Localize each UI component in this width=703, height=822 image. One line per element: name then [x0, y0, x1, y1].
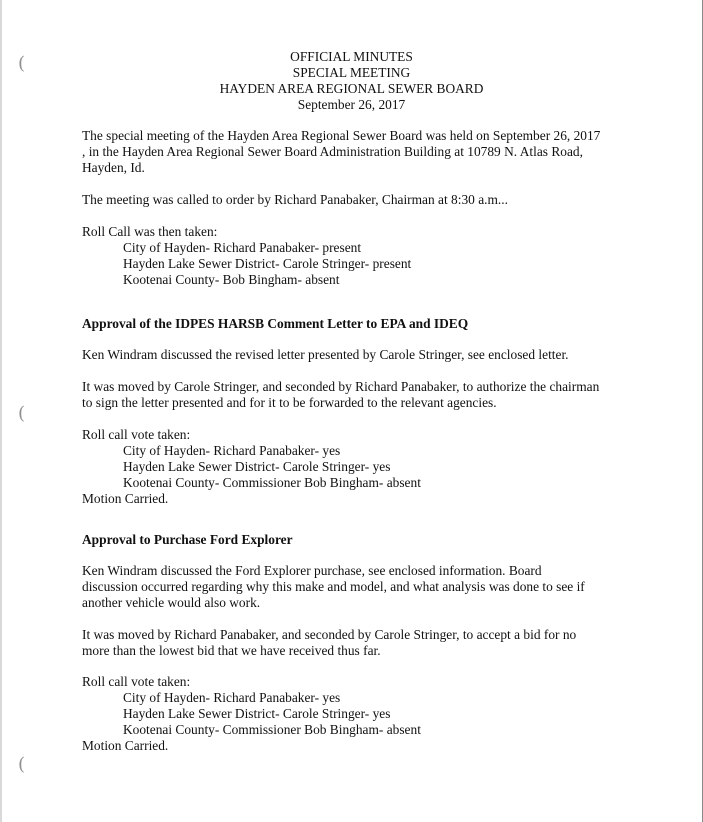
vote-entry: Kootenai County- Commissioner Bob Bingham- absent [123, 475, 421, 490]
header-title: OFFICIAL MINUTES [290, 49, 413, 64]
roll-call-entry: City of Hayden- Richard Panabaker- present [123, 240, 362, 255]
vote-label: Roll call vote taken: [82, 427, 191, 442]
roll-call-block [82, 224, 627, 288]
document-header [0, 49, 703, 113]
discussion-line: another vehicle would also work. [82, 595, 261, 610]
motion-line: It was moved by Carole Stringer, and seconded by Richard Panabaker, to authorize the chairman [82, 379, 600, 394]
vote-entry: Kootenai County- Commissioner Bob Bingham- absent [123, 722, 421, 737]
section1-heading-block [82, 316, 627, 332]
margin-mark: ( [18, 754, 26, 775]
discussion-text: Ken Windram discussed the revised letter presented by Carole Stringer, see enclosed letter. [82, 347, 569, 362]
page-left-edge [0, 0, 2, 822]
section1-discussion [82, 347, 627, 363]
motion-result: Motion Carried. [82, 491, 169, 506]
roll-call-entry: Kootenai County- Bob Bingham- absent [123, 272, 340, 287]
section-heading: Approval to Purchase Ford Explorer [82, 532, 293, 547]
motion-result: Motion Carried. [82, 738, 169, 753]
vote-entry: Hayden Lake Sewer District- Carole Stringer- yes [123, 706, 391, 721]
section2-discussion [82, 563, 627, 611]
intro-paragraph [82, 128, 627, 176]
vote-entry: City of Hayden- Richard Panabaker- yes [123, 690, 341, 705]
call-to-order-paragraph [82, 192, 627, 208]
section1-vote-block [82, 427, 627, 507]
roll-call-entry: Hayden Lake Sewer District- Carole Stringer- present [123, 256, 412, 271]
margin-mark: ( [18, 53, 26, 74]
vote-entry: Hayden Lake Sewer District- Carole Stringer- yes [123, 459, 391, 474]
section1-motion [82, 379, 627, 411]
header-meeting-type: SPECIAL MEETING [292, 65, 411, 80]
call-to-order-text: The meeting was called to order by Richard Panabaker, Chairman at 8:30 a.m... [82, 192, 508, 207]
margin-mark: ( [18, 403, 26, 424]
motion-line: to sign the letter presented and for it to be forwarded to the relevant agencies. [82, 395, 497, 410]
header-date: September 26, 2017 [297, 97, 406, 112]
header-organization: HAYDEN AREA REGIONAL SEWER BOARD [219, 81, 484, 96]
section-heading: Approval of the IDPES HARSB Comment Letter to EPA and IDEQ [82, 316, 469, 331]
intro-line: Hayden, Id. [82, 160, 145, 175]
intro-line: The special meeting of the Hayden Area Regional Sewer Board was held on September 26, 2017 [82, 128, 601, 143]
section2-vote-block [82, 674, 627, 754]
section2-heading-block [82, 532, 627, 548]
discussion-line: Ken Windram discussed the Ford Explorer purchase, see enclosed information. Board [82, 563, 542, 578]
motion-line: It was moved by Richard Panabaker, and seconded by Carole Stringer, to accept a bid for no [82, 627, 577, 642]
section2-motion [82, 627, 627, 659]
roll-call-label: Roll Call was then taken: [82, 224, 218, 239]
vote-entry: City of Hayden- Richard Panabaker- yes [123, 443, 341, 458]
intro-line: , in the Hayden Area Regional Sewer Board Administration Building at 10789 N. Atlas Road, [82, 144, 583, 159]
discussion-line: discussion occurred regarding why this make and model, and what analysis was done to see if [82, 579, 585, 594]
motion-line: more than the lowest bid that we have received thus far. [82, 643, 381, 658]
vote-label: Roll call vote taken: [82, 674, 191, 689]
